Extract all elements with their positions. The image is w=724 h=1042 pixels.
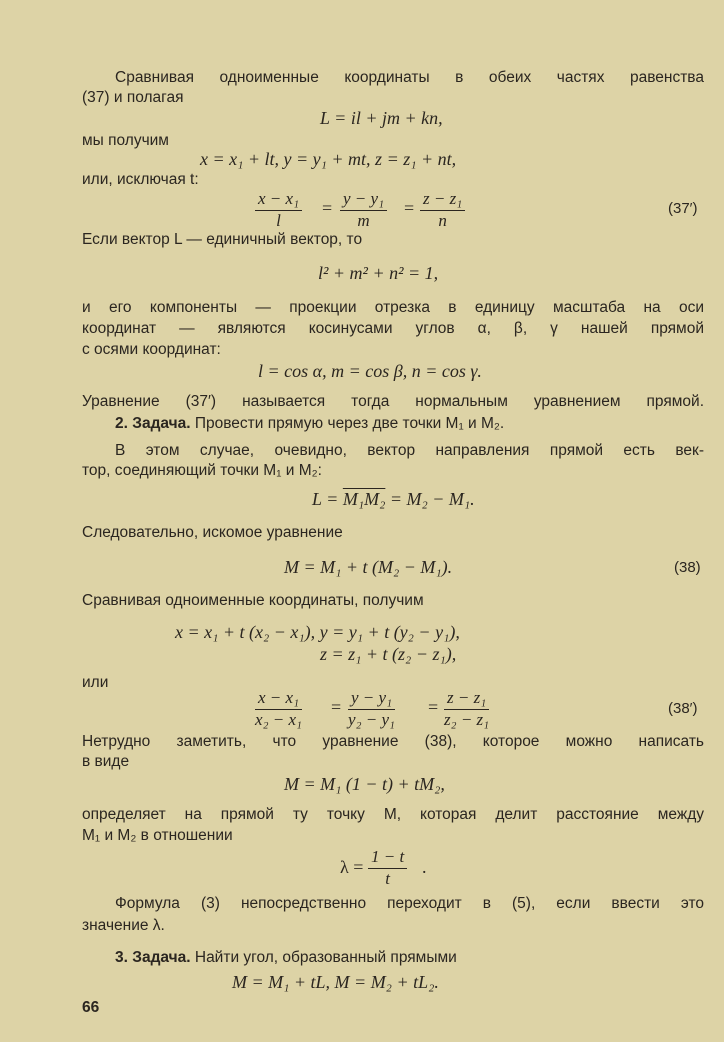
text-line: в виде — [82, 753, 130, 770]
text: L = — [312, 489, 343, 509]
equals: = — [331, 697, 342, 717]
text-line: Сравнивая одноименные координаты в обеих частях равенства — [115, 69, 704, 86]
numerator: x − x₁ — [255, 189, 302, 211]
text-line: M₁ и M₂ в отношении — [82, 827, 233, 844]
lambda-lhs: λ = — [340, 857, 364, 877]
text: = M₂ − M₁. — [385, 489, 475, 509]
fraction — [444, 688, 489, 730]
text-line: с осями координат: — [82, 341, 221, 358]
numerator: 1 − t — [368, 847, 407, 869]
text-line — [115, 414, 704, 434]
text: Найти угол, образованный прямыми — [190, 949, 457, 966]
text-line: Если вектор L — единичный вектор, то — [82, 231, 363, 248]
denominator: t — [385, 869, 390, 888]
formula: l = cos α, m = cos β, n = cos γ. — [258, 361, 482, 381]
fraction — [348, 688, 395, 730]
denominator: x₂ − x₁ — [255, 710, 302, 729]
equation-label: (38) — [674, 559, 701, 576]
fraction — [368, 847, 407, 889]
denominator: n — [438, 211, 447, 230]
equation-label: (37′) — [668, 200, 698, 217]
text-line: Нетрудно заметить, что уравнение (38), которое можно написать — [82, 733, 704, 750]
text-line: (37) и полагая — [82, 89, 184, 106]
section-heading: 2. Задача. — [115, 415, 191, 432]
equals: = — [322, 198, 333, 218]
text-line: тор, соединяющий точки M₁ и M₂: — [82, 462, 322, 479]
formula: z = z₁ + t (z₂ − z₁), — [320, 644, 457, 664]
formula: L = il + jm + kn, — [320, 108, 443, 128]
text-line: или — [82, 674, 109, 691]
formula: M = M₁ (1 − t) + tM₂, — [284, 774, 445, 794]
equation-label: (38′) — [668, 700, 698, 717]
text-line: или, исключая t: — [82, 171, 199, 188]
fraction — [255, 688, 302, 730]
formula — [312, 489, 475, 510]
numerator: y − y₁ — [340, 189, 387, 211]
formula: l² + m² + n² = 1, — [318, 263, 439, 283]
text-line: В этом случае, очевидно, вектор направления прямой есть век- — [115, 442, 704, 459]
text-line: Следовательно, искомое уравнение — [82, 524, 343, 541]
numerator: x − x₁ — [255, 688, 302, 710]
text-line: Формула (3) непосредственно переходит в (5), если ввести это — [115, 895, 704, 912]
text-line: координат — являются косинусами углов α, β, γ нашей прямой — [82, 320, 704, 337]
formula: x = x₁ + lt, y = y₁ + mt, z = z₁ + nt, — [200, 149, 457, 169]
period: . — [422, 857, 427, 877]
numerator: z − z₁ — [420, 189, 465, 211]
fraction — [255, 189, 302, 231]
numerator: z − z₁ — [444, 688, 489, 710]
equals: = — [404, 198, 415, 218]
denominator: y₂ − y₁ — [348, 710, 395, 729]
text-line — [115, 948, 704, 968]
text-line: Сравнивая одноименные координаты, получим — [82, 592, 424, 609]
fraction — [340, 189, 387, 231]
vector: M₁M₂ — [342, 489, 386, 509]
equals: = — [428, 697, 439, 717]
numerator: y − y₁ — [348, 688, 395, 710]
denominator: z₂ − z₁ — [444, 710, 490, 729]
denominator: m — [357, 211, 370, 230]
fraction — [420, 189, 465, 231]
formula: M = M₁ + t (M₂ − M₁). — [284, 557, 453, 577]
denominator: l — [276, 211, 281, 230]
text-line: значение λ. — [82, 917, 165, 934]
text-line: и его компоненты — проекции отрезка в единицу масштаба на оси — [82, 299, 704, 316]
text: Провести прямую через две точки M₁ и M₂. — [190, 415, 505, 432]
formula: M = M₁ + tL, M = M₂ + tL₂. — [232, 972, 439, 992]
page-number: 66 — [82, 999, 100, 1016]
text-line: Уравнение (37′) называется тогда нормальным уравнением прямой. — [82, 393, 704, 410]
section-heading: 3. Задача. — [115, 949, 191, 966]
text-line: определяет на прямой ту точку M, которая делит расстояние между — [82, 806, 704, 823]
formula: x = x₁ + t (x₂ − x₁), y = y₁ + t (y₂ − y₁), — [175, 622, 460, 642]
text-line: мы получим — [82, 132, 169, 149]
